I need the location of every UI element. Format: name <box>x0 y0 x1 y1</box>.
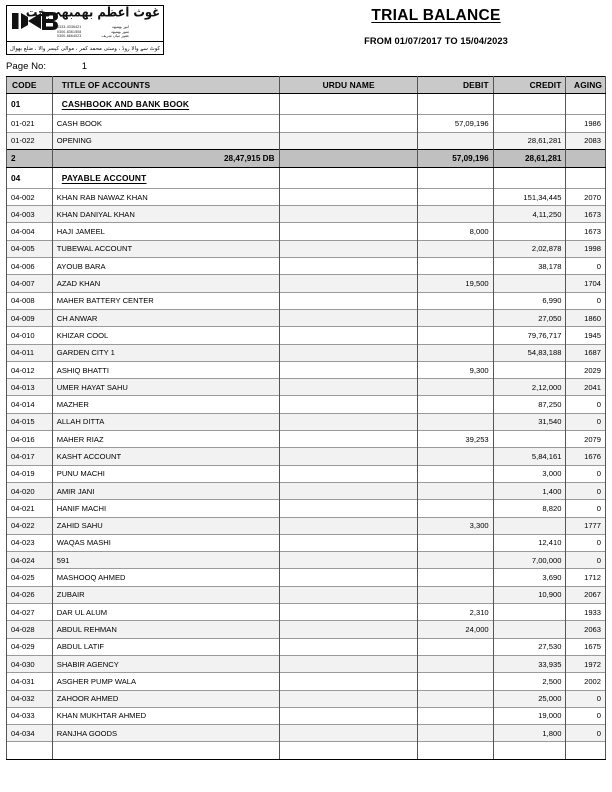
cell-debit <box>417 258 493 275</box>
cell-aging <box>566 94 606 115</box>
cell-urdu-name <box>280 344 417 361</box>
cell-credit <box>493 431 566 448</box>
cell-title: CASH BOOK <box>52 115 280 132</box>
cell-aging: 0 <box>566 413 606 430</box>
cell-aging: 0 <box>566 707 606 724</box>
cell-title: AZAD KHAN <box>52 275 280 292</box>
table-row <box>7 309 606 326</box>
group-title-text: CASHBOOK AND BANK BOOK <box>61 99 190 110</box>
table-row <box>7 396 606 413</box>
table-row <box>7 413 606 430</box>
cell-credit: 12,410 <box>493 534 566 551</box>
cell-aging: 1704 <box>566 275 606 292</box>
cell-aging: 0 <box>566 725 606 742</box>
cell-title <box>52 167 280 188</box>
cell-aging: 1687 <box>566 344 606 361</box>
cell-urdu-name <box>280 206 417 223</box>
cell-aging: 2067 <box>566 586 606 603</box>
cell-title: AYOUB BARA <box>52 258 280 275</box>
cell-credit <box>493 621 566 638</box>
cell-credit <box>493 517 566 534</box>
table-row <box>7 115 606 132</box>
table-subtotal-row <box>7 149 606 167</box>
cell-title: ALLAH DITTA <box>52 413 280 430</box>
cell-title: WAQAS MASHI <box>52 534 280 551</box>
cell-code: 04-033 <box>7 707 53 724</box>
cell-code: 04-016 <box>7 431 53 448</box>
cell-credit: 3,000 <box>493 465 566 482</box>
cell-debit <box>417 552 493 569</box>
cell-urdu-name <box>280 690 417 707</box>
cell-code: 04-017 <box>7 448 53 465</box>
cell-aging: 0 <box>566 690 606 707</box>
cell-aging: 2063 <box>566 621 606 638</box>
cell-title: ZUBAIR <box>52 586 280 603</box>
cell-urdu-name <box>280 604 417 621</box>
cell-aging: 2083 <box>566 132 606 149</box>
cell-code: 04-010 <box>7 327 53 344</box>
table-row <box>7 690 606 707</box>
cell-debit <box>417 586 493 603</box>
title-block <box>286 5 606 46</box>
cell-urdu-name <box>280 534 417 551</box>
cell-credit: 3,690 <box>493 569 566 586</box>
cell-title: UMER HAYAT SAHU <box>52 379 280 396</box>
cell-urdu-name <box>280 292 417 309</box>
cell-credit: 1,400 <box>493 482 566 499</box>
cell-title: OPENING <box>52 132 280 149</box>
table-row <box>7 655 606 672</box>
cell-aging <box>566 149 606 167</box>
cell-debit <box>417 379 493 396</box>
cell-code: 04-023 <box>7 534 53 551</box>
column-header-credit: CREDIT <box>493 77 566 94</box>
cell-code: 04-009 <box>7 309 53 326</box>
column-header-title: TITLE OF ACCOUNTS <box>52 77 280 94</box>
cell-title <box>52 742 280 759</box>
cell-debit <box>417 690 493 707</box>
cell-title: GARDEN CITY 1 <box>52 344 280 361</box>
table-row <box>7 569 606 586</box>
cell-urdu-name <box>280 569 417 586</box>
cell-debit <box>417 396 493 413</box>
cell-aging: 0 <box>566 258 606 275</box>
table-row <box>7 707 606 724</box>
table-header <box>7 77 606 94</box>
cell-debit <box>417 327 493 344</box>
cell-urdu-name <box>280 586 417 603</box>
cell-title: TUBEWAL ACCOUNT <box>52 240 280 257</box>
cell-urdu-name <box>280 448 417 465</box>
cell-credit: 2,500 <box>493 673 566 690</box>
cell-aging: 1673 <box>566 206 606 223</box>
table-row <box>7 361 606 378</box>
table-blank-row <box>7 742 606 759</box>
cell-code: 04-025 <box>7 569 53 586</box>
table-row <box>7 379 606 396</box>
cell-debit: 57,09,196 <box>417 115 493 132</box>
cell-credit <box>493 115 566 132</box>
table-row <box>7 240 606 257</box>
cell-credit: 27,530 <box>493 638 566 655</box>
cell-urdu-name <box>280 742 417 759</box>
cell-debit <box>417 448 493 465</box>
table-row <box>7 431 606 448</box>
cell-urdu-name <box>280 621 417 638</box>
cell-aging: 2070 <box>566 188 606 205</box>
cell-aging: 0 <box>566 465 606 482</box>
cell-urdu-name <box>280 327 417 344</box>
cell-urdu-name <box>280 309 417 326</box>
cell-code: 04-013 <box>7 379 53 396</box>
cell-debit <box>417 240 493 257</box>
cell-urdu-name <box>280 396 417 413</box>
table-row <box>7 258 606 275</box>
cell-debit <box>417 673 493 690</box>
cell-credit: 27,050 <box>493 309 566 326</box>
table-row <box>7 725 606 742</box>
cell-debit: 2,310 <box>417 604 493 621</box>
cell-urdu-name <box>280 240 417 257</box>
cell-credit: 8,820 <box>493 500 566 517</box>
cell-credit: 5,84,161 <box>493 448 566 465</box>
date-range: FROM 01/07/2017 TO 15/04/2023 <box>364 36 508 46</box>
trial-balance-table-wrap <box>0 76 612 760</box>
cell-urdu-name <box>280 379 417 396</box>
cell-aging: 1673 <box>566 223 606 240</box>
cell-debit <box>417 569 493 586</box>
cell-title: KHAN RAB NAWAZ KHAN <box>52 188 280 205</box>
cell-debit <box>417 638 493 655</box>
cell-aging: 0 <box>566 552 606 569</box>
logo-address: کوٹ سے والا روڈ ، وستی محمد کمر ، موالی کیسر والا ، ضلع بھوال <box>9 45 161 52</box>
cell-credit: 151,34,445 <box>493 188 566 205</box>
column-header-aging: AGING <box>566 77 606 94</box>
cell-debit <box>417 482 493 499</box>
cell-title: KASHT ACCOUNT <box>52 448 280 465</box>
cell-urdu-name <box>280 638 417 655</box>
cell-urdu-name <box>280 275 417 292</box>
cell-code <box>7 742 53 759</box>
cell-code: 04-026 <box>7 586 53 603</box>
logo-phone-labels: انور بھمبھہ منور بھمبھہ غفور میاں شریف <box>101 24 129 39</box>
table-row <box>7 465 606 482</box>
cell-title: ABDUL LATIF <box>52 638 280 655</box>
table-body <box>7 94 606 759</box>
cell-title: KHAN MUKHTAR AHMED <box>52 707 280 724</box>
cell-code: 04-002 <box>7 188 53 205</box>
cell-credit <box>493 167 566 188</box>
cell-title: HAJI JAMEEL <box>52 223 280 240</box>
cell-title: ZAHOOR AHMED <box>52 690 280 707</box>
logo-main-panel <box>7 6 163 42</box>
cell-debit <box>417 500 493 517</box>
cell-urdu-name <box>280 223 417 240</box>
cell-urdu-name <box>280 188 417 205</box>
cell-title: MAZHER <box>52 396 280 413</box>
cell-urdu-name <box>280 517 417 534</box>
table-row <box>7 275 606 292</box>
cell-urdu-name <box>280 655 417 672</box>
cell-credit: 28,61,281 <box>493 149 566 167</box>
cell-code: 04-031 <box>7 673 53 690</box>
cell-code: 04-028 <box>7 621 53 638</box>
cell-urdu-name <box>280 167 417 188</box>
table-row <box>7 500 606 517</box>
cell-title: MASHOOQ AHMED <box>52 569 280 586</box>
cell-title: KHIZAR COOL <box>52 327 280 344</box>
cell-aging: 0 <box>566 482 606 499</box>
group-title-text: PAYABLE ACCOUNT <box>61 172 147 183</box>
table-row <box>7 673 606 690</box>
cell-urdu-name <box>280 413 417 430</box>
cell-credit <box>493 223 566 240</box>
cell-code: 04-034 <box>7 725 53 742</box>
table-row <box>7 327 606 344</box>
logo-urdu-title: غوث اعظم بھمبھہ بخت <box>25 5 160 20</box>
cell-title: MAHER BATTERY CENTER <box>52 292 280 309</box>
cell-title: ASHIQ BHATTI <box>52 361 280 378</box>
cell-debit: 9,300 <box>417 361 493 378</box>
cell-debit <box>417 188 493 205</box>
table-row <box>7 534 606 551</box>
table-row <box>7 552 606 569</box>
cell-credit: 2,02,878 <box>493 240 566 257</box>
cell-aging <box>566 167 606 188</box>
cell-credit: 10,900 <box>493 586 566 603</box>
cell-credit <box>493 742 566 759</box>
cell-debit <box>417 534 493 551</box>
cell-code: 04-006 <box>7 258 53 275</box>
cell-code: 04-029 <box>7 638 53 655</box>
table-row <box>7 344 606 361</box>
cell-aging: 1986 <box>566 115 606 132</box>
table-row <box>7 132 606 149</box>
cell-aging: 1777 <box>566 517 606 534</box>
cell-credit <box>493 94 566 115</box>
cell-title: MAHER RIAZ <box>52 431 280 448</box>
cell-debit: 19,500 <box>417 275 493 292</box>
cell-aging: 1712 <box>566 569 606 586</box>
table-row <box>7 188 606 205</box>
cell-credit <box>493 275 566 292</box>
cell-credit: 4,11,250 <box>493 206 566 223</box>
cell-code: 01-021 <box>7 115 53 132</box>
cell-urdu-name <box>280 465 417 482</box>
cell-title <box>52 94 280 115</box>
cell-credit: 54,83,188 <box>493 344 566 361</box>
cell-title: ASGHER PUMP WALA <box>52 673 280 690</box>
cell-code: 04-007 <box>7 275 53 292</box>
cell-aging: 1998 <box>566 240 606 257</box>
cell-title: ABDUL REHMAN <box>52 621 280 638</box>
cell-urdu-name <box>280 258 417 275</box>
cell-credit: 79,76,717 <box>493 327 566 344</box>
cell-credit: 33,935 <box>493 655 566 672</box>
cell-debit <box>417 167 493 188</box>
cell-urdu-name <box>280 673 417 690</box>
cell-code: 04 <box>7 167 53 188</box>
table-row <box>7 223 606 240</box>
cell-code: 04-019 <box>7 465 53 482</box>
cell-title: SHABIR AGENCY <box>52 655 280 672</box>
cell-aging: 0 <box>566 292 606 309</box>
cell-code: 04-020 <box>7 482 53 499</box>
page-number-line <box>0 58 612 76</box>
cell-title: KHAN DANIYAL KHAN <box>52 206 280 223</box>
cell-credit: 38,178 <box>493 258 566 275</box>
cell-code: 04-008 <box>7 292 53 309</box>
table-row <box>7 517 606 534</box>
cell-urdu-name <box>280 482 417 499</box>
column-header-debit: DEBIT <box>417 77 493 94</box>
cell-urdu-name <box>280 552 417 569</box>
cell-debit: 39,253 <box>417 431 493 448</box>
table-group-row <box>7 94 606 115</box>
cell-aging: 1860 <box>566 309 606 326</box>
cell-debit <box>417 292 493 309</box>
cell-debit: 8,000 <box>417 223 493 240</box>
cell-aging <box>566 742 606 759</box>
cell-debit <box>417 655 493 672</box>
cell-code: 04-027 <box>7 604 53 621</box>
cell-aging: 1933 <box>566 604 606 621</box>
cell-urdu-name <box>280 725 417 742</box>
cell-debit <box>417 465 493 482</box>
cell-title: CH ANWAR <box>52 309 280 326</box>
page-number-value: 1 <box>81 61 88 72</box>
cell-urdu-name <box>280 115 417 132</box>
table-row <box>7 621 606 638</box>
cell-title: DAR UL ALUM <box>52 604 280 621</box>
cell-urdu-name <box>280 361 417 378</box>
cell-debit <box>417 132 493 149</box>
cell-code: 2 <box>7 149 53 167</box>
cell-credit: 28,61,281 <box>493 132 566 149</box>
cell-credit: 19,000 <box>493 707 566 724</box>
cell-debit <box>417 206 493 223</box>
cell-aging: 0 <box>566 396 606 413</box>
table-row <box>7 638 606 655</box>
cell-credit: 31,540 <box>493 413 566 430</box>
cell-debit <box>417 413 493 430</box>
cell-aging: 1676 <box>566 448 606 465</box>
cell-debit <box>417 94 493 115</box>
cell-code: 01-022 <box>7 132 53 149</box>
cell-credit <box>493 604 566 621</box>
cell-aging: 0 <box>566 534 606 551</box>
cell-aging: 2041 <box>566 379 606 396</box>
cell-title: HANIF MACHI <box>52 500 280 517</box>
cell-code: 04-003 <box>7 206 53 223</box>
table-row <box>7 206 606 223</box>
cell-title: 591 <box>52 552 280 569</box>
cell-code: 04-011 <box>7 344 53 361</box>
cell-aging: 0 <box>566 500 606 517</box>
table-row <box>7 604 606 621</box>
cell-code: 04-024 <box>7 552 53 569</box>
table-group-row <box>7 167 606 188</box>
cell-aging: 2029 <box>566 361 606 378</box>
cell-debit: 57,09,196 <box>417 149 493 167</box>
cell-code: 04-030 <box>7 655 53 672</box>
cell-credit: 1,800 <box>493 725 566 742</box>
logo-phone-numbers: 0333-4336421 0300-8361508 0300-6664023 <box>57 25 82 39</box>
table-row <box>7 448 606 465</box>
trial-balance-table <box>6 76 606 760</box>
cell-credit: 25,000 <box>493 690 566 707</box>
table-row <box>7 292 606 309</box>
cell-title: AMIR JANI <box>52 482 280 499</box>
cell-aging: 2002 <box>566 673 606 690</box>
company-logo <box>6 5 164 55</box>
cell-debit <box>417 309 493 326</box>
document-header <box>0 0 612 58</box>
cell-urdu-name <box>280 431 417 448</box>
cell-debit: 24,000 <box>417 621 493 638</box>
table-row <box>7 586 606 603</box>
cell-credit: 6,990 <box>493 292 566 309</box>
cell-code: 04-021 <box>7 500 53 517</box>
cell-code: 04-005 <box>7 240 53 257</box>
cell-debit <box>417 707 493 724</box>
cell-urdu-name <box>280 94 417 115</box>
page-title: TRIAL BALANCE <box>371 7 501 24</box>
cell-credit: 7,00,000 <box>493 552 566 569</box>
column-header-urdu: URDU NAME <box>280 77 417 94</box>
table-header-row <box>7 77 606 94</box>
cell-aging: 1675 <box>566 638 606 655</box>
cell-urdu-name <box>280 132 417 149</box>
cell-code: 04-022 <box>7 517 53 534</box>
cell-code: 04-032 <box>7 690 53 707</box>
cell-debit <box>417 725 493 742</box>
table-row <box>7 482 606 499</box>
cell-credit <box>493 361 566 378</box>
cell-urdu-name <box>280 707 417 724</box>
cell-title: PUNU MACHI <box>52 465 280 482</box>
cell-debit <box>417 344 493 361</box>
cell-urdu-name <box>280 149 417 167</box>
cell-credit: 87,250 <box>493 396 566 413</box>
cell-code: 01 <box>7 94 53 115</box>
cell-title: ZAHID SAHU <box>52 517 280 534</box>
cell-debit: 3,300 <box>417 517 493 534</box>
page-number-label: Page No: <box>6 61 47 72</box>
cell-credit: 2,12,000 <box>493 379 566 396</box>
cell-aging: 1945 <box>566 327 606 344</box>
cell-title: 28,47,915 DB <box>52 149 280 167</box>
cell-code: 04-015 <box>7 413 53 430</box>
cell-debit <box>417 742 493 759</box>
cell-urdu-name <box>280 500 417 517</box>
cell-aging: 1972 <box>566 655 606 672</box>
cell-code: 04-014 <box>7 396 53 413</box>
cell-aging: 2079 <box>566 431 606 448</box>
cell-title: RANJHA GOODS <box>52 725 280 742</box>
column-header-code: CODE <box>7 77 53 94</box>
cell-code: 04-004 <box>7 223 53 240</box>
cell-code: 04-012 <box>7 361 53 378</box>
